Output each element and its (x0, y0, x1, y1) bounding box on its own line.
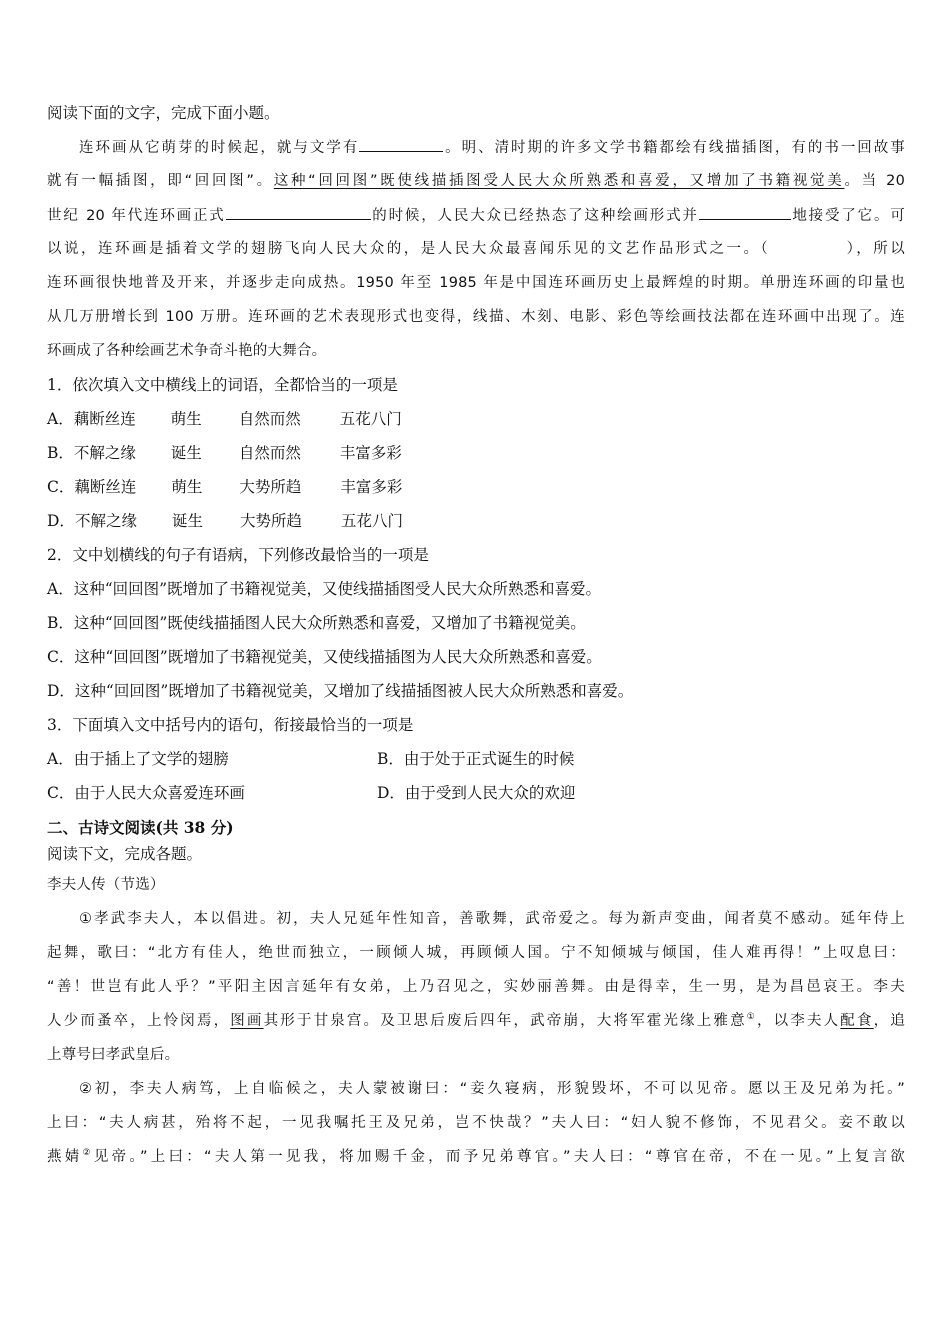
underlined-word-peishi: 配食 (840, 1013, 874, 1029)
classical-para2-line2: 上曰：“夫人病甚，殆将不起，一见我嘱托王及兄弟，岂不快哉？”夫人曰：“妇人貌不修饰，不见君父。妾不敢以 (47, 1115, 905, 1131)
q1-option-a: A．藕断丝连 萌生 自然而然 五花八门 (47, 410, 402, 428)
classical-para2-line1: ②初，李夫人病笃，上自临候之，夫人蒙被谢曰：“妾久寝病，形貌毁坏，不可以见帝。愿以王及兄弟为托。” (79, 1081, 905, 1097)
passage-line-1: 连环画从它萌芽的时候起，就与文学有 。明、清时期的许多文学书籍都绘有线描插图，有的书一回故事 (79, 137, 905, 158)
essay-title: 李夫人传（节选） (47, 877, 165, 893)
footnote-marker-1: ① (746, 1012, 757, 1022)
q2-option-d: D．这种“回回图”既增加了书籍视觉美，又增加了线描插图被人民大众所熟悉和喜爱。 (47, 682, 634, 700)
passage-line-4: 以说，连环画是插着文学的翅膀飞向人民大众的，是人民大众最喜闻乐见的文艺作品形式之一。（ ），所以 (47, 241, 905, 257)
q3-options-row-1 (47, 749, 905, 769)
fill-blank-1 (359, 137, 443, 152)
section-2-instruction: 阅读下文，完成各题。 (47, 845, 203, 863)
q3-option-a: A．由于插上了文学的翅膀 (47, 750, 229, 768)
question-2-stem: 2．文中划横线的句子有语病，下列修改最恰当的一项是 (47, 546, 429, 564)
classical-para1-line1: ①孝武李夫人，本以倡进。初，夫人兄延年性知音，善歌舞，武帝爱之。每为新声变曲，闻者莫不感动。延年侍上 (79, 911, 905, 927)
q3-option-c: C．由于人民大众喜爱连环画 (47, 784, 245, 802)
underlined-sentence: 这种“回回图”既使线描插图受人民大众所熟悉和喜爱，又增加了书籍视觉美 (273, 173, 845, 189)
q1-option-c: C．藕断丝连 萌生 大势所趋 丰富多彩 (47, 478, 403, 496)
q3-options-row-2 (47, 783, 905, 803)
section-2-heading: 二、古诗文阅读(共 38 分) (47, 818, 234, 837)
classical-para1-line2: 起舞，歌曰：“北方有佳人，绝世而独立，一顾倾人城，再顾倾人国。宁不知倾城与倾国，佳人难再得！”上叹息曰： (47, 945, 905, 961)
classical-para1-line3: “善！世岂有此人乎？”平阳主因言延年有女弟，上乃召见之，实妙丽善舞。由是得幸，生一男，是为昌邑哀王。李夫 (47, 979, 905, 995)
q2-option-a: A．这种“回回图”既增加了书籍视觉美，又使线描插图受人民大众所熟悉和喜爱。 (47, 580, 602, 598)
q2-option-c: C．这种“回回图”既增加了书籍视觉美，又使线描插图为人民大众所熟悉和喜爱。 (47, 648, 602, 666)
classical-para1-line4: 人少而蚤卒，上怜闵焉，图画其形于甘泉宫。及卫思后废后四年，武帝崩，大将军霍光缘上雅意①，以李夫人配食，追 (47, 1012, 905, 1029)
q3-option-b: B．由于处于正式诞生的时候 (377, 750, 575, 768)
passage-line-3: 世纪 20 年代连环画正式 的时候，人民大众已经热态了这种绘画形式并 地接受了它。可 (47, 205, 905, 226)
reading-instruction: 阅读下面的文字，完成下面小题。 (47, 104, 280, 122)
passage-line-2: 就有一幅插图，即“回回图”。这种“回回图”既使线描插图受人民大众所熟悉和喜爱，又增加了书籍视觉美。当 20 (47, 173, 906, 189)
underlined-word-tuhua: 图画 (230, 1013, 264, 1029)
q1-option-b: B．不解之缘 诞生 自然而然 丰富多彩 (47, 444, 402, 462)
question-1-stem: 1．依次填入文中横线上的词语，全都恰当的一项是 (47, 376, 398, 394)
passage-line-7: 环画成了各种绘画艺术争奇斗艳的大舞合。 (47, 343, 327, 359)
q3-option-d: D．由于受到人民大众的欢迎 (377, 784, 576, 802)
passage-line-5: 连环画很快地普及开来，并逐步走向成热。1950 年至 1985 年是中国连环画历史上最辉煌的时期。单册连环画的印量也 (47, 275, 905, 291)
classical-para2-line3: 燕婧②见帝。”上曰：“夫人第一见我，将加赐千金，而予兄弟尊官。”夫人曰：“尊官在帝，不在一见。”上复言欲 (47, 1148, 905, 1165)
fill-blank-3 (699, 205, 791, 220)
passage-line-6: 从几万册增长到 100 万册。连环画的艺术表现形式也变得，线描、木刻、电影、彩色等绘画技法都在连环画中出现了。连 (47, 309, 905, 325)
classical-para1-line5: 上尊号曰孝武皇后。 (47, 1047, 180, 1063)
q1-option-d: D．不解之缘 诞生 大势所趋 五花八门 (47, 512, 403, 530)
question-3-stem: 3．下面填入文中括号内的语句，衔接最恰当的一项是 (47, 716, 414, 734)
q2-option-b: B．这种“回回图”既使线描插图人民大众所熟悉和喜爱，又增加了书籍视觉美。 (47, 614, 586, 632)
footnote-marker-2: ② (82, 1148, 94, 1158)
fill-blank-2 (226, 205, 371, 220)
